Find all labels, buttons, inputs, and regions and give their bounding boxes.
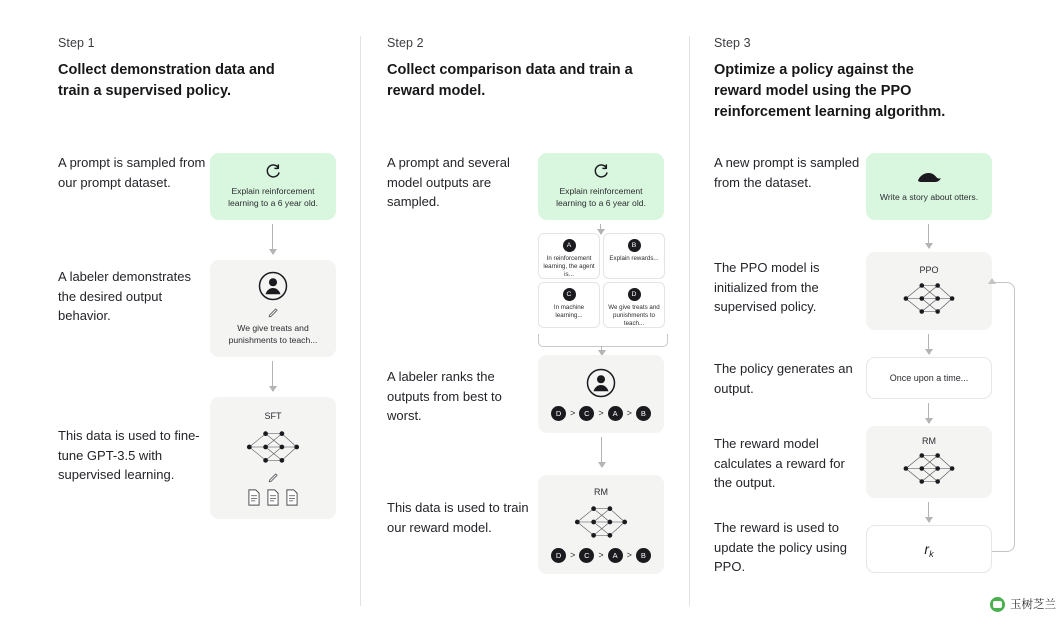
reward-subscript: k	[929, 549, 934, 559]
step-3-text-4: The reward model calculates a reward for the output.	[714, 436, 845, 490]
document-icon	[266, 489, 280, 506]
step-2-prompt-text: Explain reinforcement learning to a 6 year old.	[556, 186, 646, 208]
document-icon	[247, 489, 261, 506]
step-1-labeler-output: We give treats and punishments to teach...	[228, 322, 318, 345]
reward-symbol-wrap	[924, 541, 933, 557]
step-2-ranking-row	[551, 406, 651, 421]
pencil-icon	[267, 306, 280, 319]
column-divider-1	[360, 36, 361, 606]
step-1-sft-card	[210, 397, 336, 519]
step-1-text-1: A prompt is sampled from our prompt dataset.	[58, 155, 206, 190]
rank-badge-1: D	[551, 406, 566, 421]
step-1-label: Step 1	[58, 36, 95, 50]
output-badge-c: C	[563, 288, 576, 301]
watermark-text: 玉树芝兰	[1010, 599, 1056, 611]
step-2-text-1: A prompt and several model outputs are sampled.	[387, 155, 510, 209]
ppo-feedback-loop	[992, 282, 1015, 552]
output-text-c: In machine learning...	[553, 304, 585, 320]
step-2-arrow-1	[600, 224, 601, 234]
rank-badge-4: B	[636, 406, 651, 421]
step-3-arrow-1	[928, 224, 929, 248]
step-3-label: Step 3	[714, 36, 751, 50]
column-divider-2	[689, 36, 690, 606]
step-3-ppo-label: PPO	[919, 264, 939, 275]
rm-rank-sep-1: >	[570, 550, 576, 560]
step-1-title: Collect demonstration data and train a supervised policy.	[58, 62, 275, 100]
step-1-arrow-2	[272, 361, 273, 391]
step-2-output-c	[538, 282, 600, 328]
rank-badge-3: A	[608, 406, 623, 421]
step-3-arrow-2	[928, 334, 929, 354]
person-icon	[258, 271, 288, 301]
refresh-icon	[593, 163, 609, 179]
output-badge-a: A	[563, 239, 576, 252]
rm-rank-badge-4: B	[636, 548, 651, 563]
rank-sep-2: >	[598, 408, 604, 418]
step-3-output-text: Once upon a time...	[889, 372, 969, 383]
step-3-rm-label: RM	[922, 436, 936, 446]
person-icon	[586, 368, 616, 398]
neural-network-icon	[900, 449, 958, 488]
document-icons	[247, 489, 299, 506]
step-2-prompt-card	[538, 153, 664, 220]
step-3-prompt-text: Write a story about otters.	[879, 191, 979, 202]
step-1-prompt-card	[210, 153, 336, 220]
rm-rank-sep-2: >	[598, 550, 604, 560]
step-3-text-2: The PPO model is initialized from the supervised policy.	[714, 260, 820, 314]
output-text-b: Explain rewards...	[609, 255, 659, 262]
rank-badge-2: C	[579, 406, 594, 421]
step-3-ppo-card	[866, 252, 992, 330]
output-text-a: In reinforcement learning, the agent is...	[543, 255, 595, 279]
output-badge-b: B	[628, 239, 641, 252]
step-2-text-3: This data is used to train our reward model.	[387, 500, 529, 535]
step-3-text-1: A new prompt is sampled from the dataset.	[714, 155, 860, 190]
step-2-text-2: A labeler ranks the outputs from best to worst.	[387, 369, 502, 423]
step-2-label: Step 2	[387, 36, 424, 50]
step-3-output-card	[866, 357, 992, 399]
refresh-icon	[265, 163, 281, 179]
rm-rank-badge-1: D	[551, 548, 566, 563]
otter-icon	[916, 170, 942, 185]
reward-symbol: r	[924, 541, 930, 557]
step-3-arrow-4	[928, 502, 929, 522]
step-2-ranking-card	[538, 355, 664, 433]
step-3-rm-card	[866, 426, 992, 498]
output-text-d: We give treats and punishments to teach...	[608, 304, 660, 328]
step-2-rm-ranking-row	[551, 548, 651, 563]
neural-network-icon	[571, 502, 631, 542]
watermark-logo-icon	[990, 597, 1005, 612]
watermark	[990, 596, 1056, 612]
rank-sep-1: >	[570, 408, 576, 418]
step-2-arrow-2	[601, 346, 602, 355]
step-2-output-b	[603, 233, 665, 279]
step-1-prompt-text: Explain reinforcement learning to a 6 year old.	[228, 186, 318, 208]
pencil-icon-2	[267, 471, 280, 484]
step-3-title: Optimize a policy against the reward model using the PPO reinforcement learning algorithm.	[714, 62, 946, 121]
step-2-rm-card	[538, 475, 664, 574]
step-2-output-a	[538, 233, 600, 279]
neural-network-icon	[243, 427, 303, 467]
rm-rank-badge-2: C	[579, 548, 594, 563]
step-1-text-2: A labeler demonstrates the desired output behavior.	[58, 269, 191, 323]
rm-rank-sep-3: >	[626, 550, 632, 560]
step-1-arrow-1	[272, 224, 273, 254]
step-3-text-5: The reward is used to update the policy using PPO.	[714, 520, 847, 574]
rank-sep-3: >	[626, 408, 632, 418]
step-2-title: Collect comparison data and train a reward model.	[387, 62, 633, 100]
outputs-bracket	[538, 334, 668, 347]
rm-rank-badge-3: A	[608, 548, 623, 563]
step-2-arrow-3	[601, 437, 602, 467]
step-1-sft-label: SFT	[264, 410, 282, 421]
document-icon	[285, 489, 299, 506]
step-2-output-d	[603, 282, 665, 328]
output-badge-d: D	[628, 288, 641, 301]
step-1-text-3: This data is used to fine-tune GPT-3.5 with supervised learning.	[58, 428, 200, 482]
step-3-text-3: The policy generates an output.	[714, 361, 853, 396]
step-3-prompt-card	[866, 153, 992, 220]
step-3-reward-card	[866, 525, 992, 573]
step-3-arrow-3	[928, 403, 929, 423]
step-1-labeler-card	[210, 260, 336, 357]
neural-network-icon	[900, 279, 958, 318]
step-2-rm-label: RM	[594, 486, 608, 497]
